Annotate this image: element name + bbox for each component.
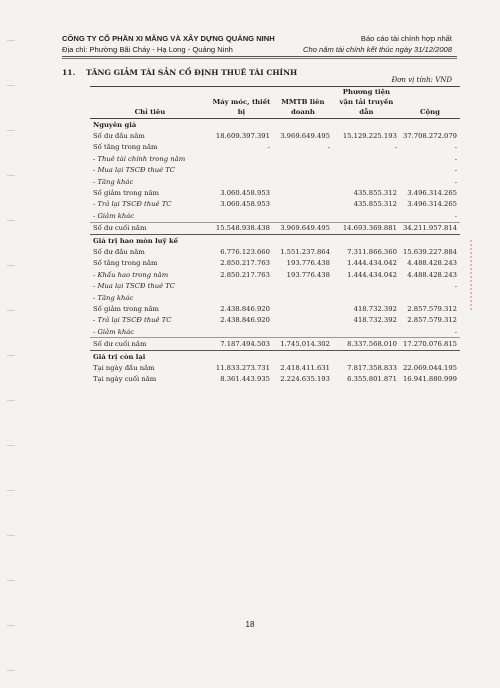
row-value: 2.224.635.193	[280, 375, 330, 384]
column-header-vehicles: Phương tiện vận tải truyền dẫn	[339, 88, 394, 116]
row-value: 15.129.225.193	[342, 132, 397, 141]
table-row	[90, 362, 460, 373]
row-value	[210, 210, 273, 222]
row-value	[333, 280, 400, 291]
row-value: -	[394, 143, 397, 152]
row-label: - Trả lại TSCĐ thuê TC	[93, 200, 172, 209]
row-label: - Trả lại TSCĐ thuê TC	[93, 316, 172, 325]
table-row	[90, 246, 460, 257]
binder-hole-mark	[7, 670, 15, 671]
row-label: Số dư đầu năm	[93, 247, 145, 256]
company-name: CÔNG TY CỔ PHẦN XI MĂNG VÀ XÂY DỰNG QUẢNG NINH	[62, 34, 275, 43]
row-value: 3.969.649.495	[280, 132, 330, 141]
row-value: 2.857.579.312	[407, 304, 457, 313]
row-value: 3.496.314.265	[407, 189, 457, 198]
row-value: -	[267, 143, 270, 152]
row-value	[273, 176, 333, 187]
row-label: - Mua lại TSCĐ thuê TC	[93, 282, 176, 291]
row-value: 193.776.438	[286, 270, 330, 279]
binder-hole-mark	[7, 40, 15, 41]
row-value: 1.444.434.042	[347, 259, 397, 268]
table-row	[90, 142, 460, 153]
row-label: Số tăng trong năm	[93, 259, 158, 268]
row-value: 8.337.568.010	[333, 338, 400, 350]
binder-hole-mark	[7, 220, 15, 221]
row-value: 418.732.392	[353, 316, 397, 325]
report-period: Cho năm tài chính kết thúc ngày 31/12/2008	[302, 45, 452, 54]
row-value: 193.776.438	[286, 259, 330, 268]
row-value: 17.270.076.815	[400, 338, 460, 350]
row-value	[333, 165, 400, 176]
currency-unit: Đơn vị tính: VND	[391, 76, 452, 84]
binder-hole-mark	[7, 355, 15, 356]
row-value: 2.438.846.920	[220, 316, 270, 325]
row-label: Giá trị hao mòn luỹ kế	[93, 236, 178, 245]
row-value	[210, 165, 273, 176]
row-value: 1.745.014.302	[273, 338, 333, 350]
row-value: 7.187.494.503	[210, 338, 273, 350]
row-value: 6.776.123.660	[220, 247, 270, 256]
row-value	[273, 210, 333, 222]
section-title: TĂNG GIẢM TÀI SẢN CỐ ĐỊNH THUÊ TÀI CHÍNH	[86, 68, 298, 77]
table-row	[90, 222, 460, 234]
row-label: - Giảm khác	[93, 327, 135, 336]
column-header-machinery: Máy móc, thiết bị	[212, 98, 271, 116]
row-value: 14.693.369.881	[333, 222, 400, 234]
row-label: Tại ngày cuối năm	[93, 375, 157, 384]
row-label: - Khấu hao trong năm	[93, 270, 169, 279]
row-value	[210, 280, 273, 291]
row-value	[210, 350, 273, 362]
row-value: 418.732.392	[353, 304, 397, 313]
row-value: 6.355.801.871	[347, 375, 397, 384]
row-value	[210, 292, 273, 303]
section-number: 11.	[62, 68, 76, 77]
red-stamp-mark	[470, 240, 498, 310]
table-row	[90, 315, 460, 326]
column-header-item: Chỉ tiêu	[134, 108, 166, 116]
row-value: 4.488.428.243	[407, 259, 457, 268]
binder-hole-mark	[7, 490, 15, 491]
table-group-row	[90, 350, 460, 362]
row-value: -	[454, 211, 457, 220]
row-label: Số giảm trong năm	[93, 304, 159, 313]
row-value	[273, 350, 333, 362]
row-value: 2.857.579.312	[407, 316, 457, 325]
row-value	[273, 153, 333, 164]
table-row	[90, 199, 460, 210]
row-value: 7.817.358.833	[347, 363, 397, 372]
row-value	[273, 315, 333, 326]
row-value	[210, 234, 273, 246]
row-value: -	[454, 143, 457, 152]
row-label: - Mua lại TSCĐ thuê TC	[93, 166, 176, 175]
company-address: Địa chỉ: Phường Bãi Cháy - Hạ Long - Quảng Ninh	[62, 45, 233, 54]
table-row	[90, 303, 460, 314]
row-label: - Giảm khác	[93, 211, 135, 220]
row-value	[333, 153, 400, 164]
row-label: - Tăng khác	[93, 177, 134, 186]
row-value	[333, 350, 400, 362]
row-value: 3.060.458.953	[220, 189, 270, 198]
row-value	[333, 234, 400, 246]
row-value: -	[327, 143, 330, 152]
table-row	[90, 374, 460, 385]
row-value: 3.969.649.495	[273, 222, 333, 234]
row-label: Giá trị còn lại	[93, 352, 146, 361]
row-value	[273, 326, 333, 338]
row-value	[273, 119, 333, 131]
row-value: 2.850.217.763	[220, 259, 270, 268]
binder-hole-mark	[7, 580, 15, 581]
table-row	[90, 130, 460, 141]
row-value: 435.855.312	[353, 189, 397, 198]
row-value: 2.418.411.631	[280, 363, 330, 372]
table-group-row	[90, 119, 460, 131]
row-value: 1.444.434.042	[347, 270, 397, 279]
row-label: - Thuê tài chính trong năm	[93, 154, 186, 163]
header-rule	[62, 56, 457, 57]
row-value: 8.361.443.935	[220, 375, 270, 384]
row-label: Số dư cuối năm	[90, 222, 210, 234]
row-value: -	[454, 282, 457, 291]
table-row	[90, 258, 460, 269]
table-row	[90, 292, 460, 303]
binder-hole-mark	[7, 400, 15, 401]
row-value	[210, 326, 273, 338]
row-value: 2.850.217.763	[220, 270, 270, 279]
row-value: -	[454, 327, 457, 336]
row-value	[210, 176, 273, 187]
table-row	[90, 153, 460, 164]
document-header-left	[62, 33, 275, 55]
table-row	[90, 165, 460, 176]
row-value: 37.708.272.079	[402, 132, 457, 141]
table-row	[90, 187, 460, 198]
column-header-total: Cộng	[419, 108, 440, 116]
row-value: 11.833.273.731	[215, 363, 270, 372]
row-value	[333, 176, 400, 187]
header-rule-secondary	[62, 58, 457, 59]
row-value	[273, 292, 333, 303]
column-header-joint-venture: MMTB liên doanh	[281, 98, 325, 116]
row-value	[273, 165, 333, 176]
row-value	[333, 210, 400, 222]
row-value: 1.551.237.864	[280, 247, 330, 256]
row-value: 4.488.428.243	[407, 270, 457, 279]
table-row	[90, 326, 460, 338]
row-value	[210, 153, 273, 164]
document-header-right	[303, 33, 452, 55]
row-value: 15.548.938.438	[210, 222, 273, 234]
table-row	[90, 176, 460, 187]
report-title: Báo cáo tài chính hợp nhất	[360, 34, 452, 43]
row-label: - Tăng khác	[93, 293, 134, 302]
row-label: Số dư cuối năm	[90, 338, 210, 350]
row-value: -	[454, 166, 457, 175]
row-value: 3.496.314.265	[407, 200, 457, 209]
binder-hole-mark	[7, 175, 15, 176]
row-value: 2.438.846.920	[220, 304, 270, 313]
row-value: 34.211.957.814	[400, 222, 460, 234]
binder-hole-mark	[7, 625, 15, 626]
binder-hole-mark	[7, 130, 15, 131]
binder-hole-mark	[7, 445, 15, 446]
row-value: -	[454, 154, 457, 163]
table-group-row	[90, 234, 460, 246]
row-value	[400, 292, 460, 303]
row-value: 16.941.880.999	[402, 375, 457, 384]
row-value: 18.609.397.391	[215, 132, 270, 141]
finance-lease-assets-table	[90, 86, 460, 385]
row-value	[400, 234, 460, 246]
row-label: Tại ngày đầu năm	[93, 363, 155, 372]
binder-hole-mark	[7, 310, 15, 311]
row-value: 15.639.227.884	[402, 247, 457, 256]
row-label: Nguyên giá	[93, 120, 137, 129]
row-value	[273, 199, 333, 210]
row-value	[273, 303, 333, 314]
binder-hole-mark	[7, 85, 15, 86]
binder-hole-mark	[7, 535, 15, 536]
table-header-row	[90, 87, 460, 119]
row-value	[273, 187, 333, 198]
row-value	[333, 119, 400, 131]
page-number: 18	[245, 620, 255, 629]
row-value: 3.060.458.953	[220, 200, 270, 209]
row-value	[273, 280, 333, 291]
row-value	[400, 119, 460, 131]
table-row	[90, 338, 460, 350]
row-label: Số dư đầu năm	[93, 132, 145, 141]
binder-hole-mark	[7, 265, 15, 266]
row-value: -	[454, 177, 457, 186]
row-value: 22.069.044.195	[402, 363, 457, 372]
row-value	[273, 234, 333, 246]
table-row	[90, 210, 460, 222]
row-value: 7.311.866.360	[347, 247, 397, 256]
row-value: 435.855.312	[353, 200, 397, 209]
table-row	[90, 269, 460, 280]
row-value	[400, 350, 460, 362]
row-label: Số giảm trong năm	[93, 189, 159, 198]
table-row	[90, 280, 460, 291]
section-heading	[62, 68, 297, 77]
row-value	[333, 326, 400, 338]
row-value	[333, 292, 400, 303]
row-label: Số tăng trong năm	[93, 143, 158, 152]
row-value	[210, 119, 273, 131]
